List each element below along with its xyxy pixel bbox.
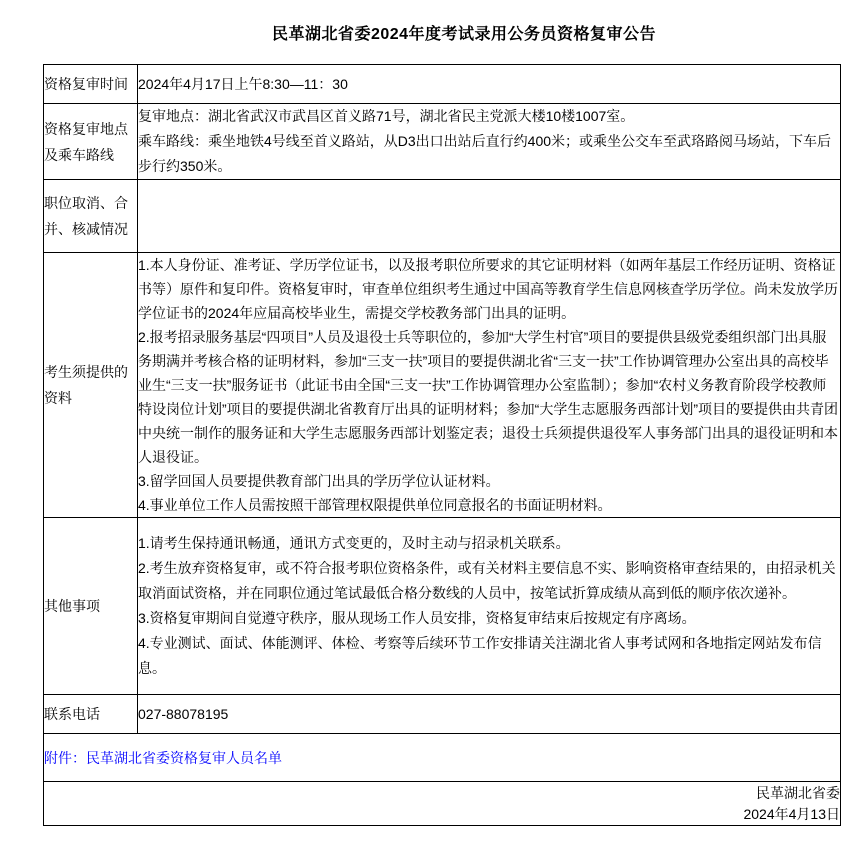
- row-label-other-matters: 其他事项: [44, 518, 138, 695]
- materials-item-3: 3.留学回国人员要提供教育部门出具的学历学位认证材料。: [138, 473, 500, 489]
- other-item-4: 4.专业测试、面试、体能测评、体检、考察等后续环节工作安排请关注湖北省人事考试网和各地指定网站发布信息。: [138, 635, 822, 676]
- other-item-2: 2.考生放弃资格复审，或不符合报考职位资格条件，或有关材料主要信息不实、影响资格审查结果的，由招录机关取消面试资格，并在同职位通过笔试最低合格分数线的人员中，按笔试折算成绩从高到低的顺序依次递补。: [138, 560, 836, 601]
- table-row-required-materials: [44, 253, 841, 518]
- row-content-contact-phone: [138, 695, 841, 734]
- attachment-prefix: 附件：: [44, 749, 86, 766]
- row-label-position-changes: 职位取消、合并、核减情况: [44, 180, 138, 253]
- page-title: 民革湖北省委2024年度考试录用公务员资格复审公告: [271, 26, 657, 43]
- table-row-signature: [44, 782, 841, 826]
- location-text: 复审地点：湖北省武汉市武昌区首义路71号，湖北省民主党派大楼10楼1007室。: [138, 108, 635, 124]
- row-label-location-route: 资格复审地点及乘车路线: [44, 104, 138, 180]
- signature-block: [44, 782, 841, 826]
- table-row-review-time: [44, 65, 841, 104]
- other-item-1: 1.请考生保持通讯畅通，通讯方式变更的，及时主动与招录机关联系。: [138, 535, 570, 551]
- table-row-location-route: [44, 104, 841, 180]
- signature-org: 民革湖北省委: [756, 784, 840, 801]
- row-label-review-time: 资格复审时间: [44, 65, 138, 104]
- table-row-position-changes: [44, 180, 841, 253]
- materials-item-4: 4.事业单位工作人员需按照干部管理权限提供单位同意报名的书面证明材料。: [138, 497, 612, 513]
- other-item-3: 3.资格复审期间自觉遵守秩序，服从现场工作人员安排，资格复审结束后按规定有序离场。: [138, 610, 696, 626]
- row-content-location-route: [138, 104, 841, 180]
- announcement-table: [43, 64, 841, 826]
- materials-item-2: 2.报考招录服务基层“四项目”人员及退役士兵等职位的，参加“大学生村官”项目的要提供县级党委组织部门出具服务期满并考核合格的证明材料，参加“三支一扶”项目的要提供湖北省“三支一扶”工作协调管理办公室出具的高校毕业生“三支一扶”服务证书（此证书由全国“三支一扶”工作协调管理办公室监制）；参加“农村义务教育阶段学校教师特设岗位计划”项目的要提供湖北省教育厅出具的证明材料；参加“大学生志愿服务西部计划”项目的要提供由共青团中央统一制作的服务证和大学生志愿服务西部计划鉴定表；退役士兵须提供退役军人事务部门出具的退役证明和本人退役证。: [138, 329, 838, 465]
- row-content-required-materials: [138, 253, 841, 518]
- materials-item-1: 1.本人身份证、准考证、学历学位证书，以及报考职位所要求的其它证明材料（如两年基层工作经历证明、资格证书等）原件和复印件。资格复审时，审查单位组织考生通过中国高等教育学生信息网核查学历学位。尚未发放学历学位证书的2024年应届高校毕业生，需提交学校教务部门出具的证明。: [138, 257, 838, 321]
- table-row-contact-phone: [44, 695, 841, 734]
- table-row-other-matters: [44, 518, 841, 695]
- table-row-attachment: [44, 734, 841, 782]
- attachment-row: [44, 734, 841, 782]
- row-content-other-matters: [138, 518, 841, 695]
- review-time-value: 2024年4月17日上午8:30—11：30: [138, 75, 348, 92]
- attachment-link[interactable]: 民革湖北省委资格复审人员名单: [86, 749, 282, 766]
- signature-date: 2024年4月13日: [743, 805, 840, 822]
- contact-phone-value: 027-88078195: [138, 705, 229, 722]
- row-label-contact-phone: 联系电话: [44, 695, 138, 734]
- row-label-required-materials: 考生须提供的资料: [44, 253, 138, 518]
- route-text: 乘车路线：乘坐地铁4号线至首义路站，从D3出口出站后直行约400米；或乘坐公交车至武珞路阅马场站，下车后步行约350米。: [138, 133, 832, 174]
- row-content-position-changes: [138, 180, 841, 253]
- row-content-review-time: [138, 65, 841, 104]
